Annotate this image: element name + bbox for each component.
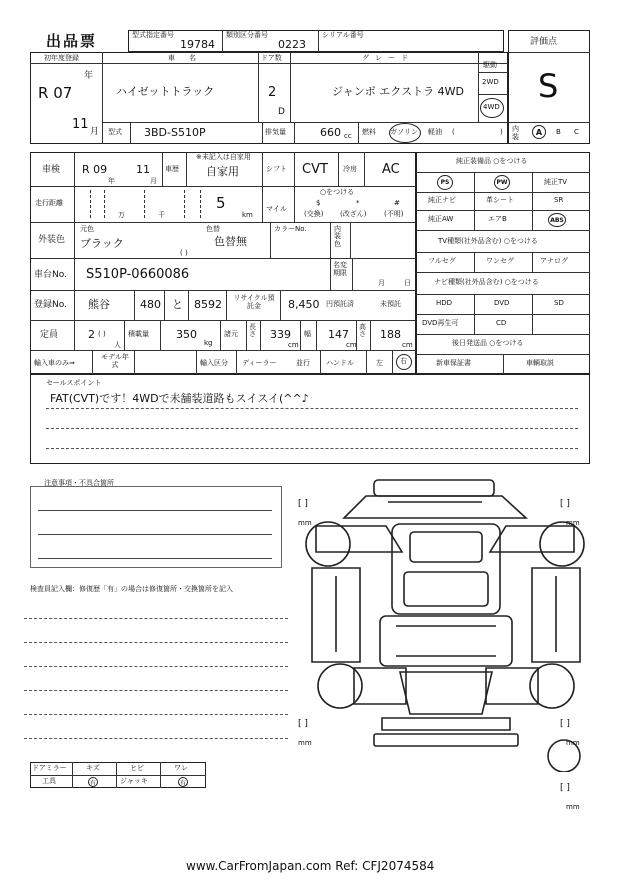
tire-front-right-mm: mm: [566, 519, 580, 527]
mileage-unknown: (不明): [384, 210, 404, 218]
ac-value: AC: [382, 162, 400, 177]
car-name-label: 車名: [168, 54, 210, 62]
grade-label: グレード: [362, 54, 414, 62]
load-unit: kg: [204, 339, 213, 347]
interior-c: C: [574, 128, 579, 136]
drive-2wd: 2WD: [482, 78, 499, 86]
recycle-label: リサイクル預託金: [233, 294, 275, 311]
import-label: 輸入車のみ⇒: [34, 359, 75, 367]
title-change-day: 日: [404, 279, 411, 287]
original-color-value: ブラック: [80, 237, 124, 250]
import-parallel: 並行: [296, 359, 310, 367]
inspector-label: 検査員記入欄：修復歴「有」の場合は修復箇所・交換箇所を記入: [30, 585, 233, 593]
recycle-unit: 円預託済: [326, 300, 354, 308]
nav-sd: SD: [554, 299, 564, 307]
nav-dvd: DVD: [494, 299, 510, 307]
paint-value: 色替無: [214, 235, 247, 248]
equip-ps: PS: [437, 175, 453, 190]
type-label: 型式: [108, 128, 122, 136]
later-shipment-label: 後日発送品 ○をつける: [452, 339, 524, 347]
load-value: 350: [176, 328, 197, 341]
original-color-label: 元色: [80, 225, 94, 233]
sales-point-text: FAT(CVT)です！4WDで未舗装道路もスイスイ(^^♪: [50, 392, 309, 405]
car-name-value: ハイゼットトラック: [116, 85, 215, 98]
fuel-gasoline: ガソリン: [390, 128, 418, 136]
equip-std-nav: 純正ナビ: [428, 196, 456, 204]
equip-std-aw: 純正AW: [428, 215, 454, 223]
color-no-label: カラーNo.: [274, 225, 307, 233]
height-value: 188: [380, 328, 401, 341]
mileage-sen: 千: [158, 211, 165, 219]
fuel-label: 燃料: [362, 128, 376, 136]
color-label: 外装色: [38, 235, 66, 245]
width-label: 幅: [304, 330, 311, 338]
legend-jack-have: 有: [178, 777, 188, 787]
caution-box: [30, 486, 282, 568]
length-label: 長さ: [249, 323, 256, 339]
mileage-tamper: (改ざん): [340, 210, 367, 218]
fuel-paren-close: ): [500, 128, 503, 136]
inspection-month-unit: 月: [150, 177, 157, 185]
nav-hdd: HDD: [436, 299, 453, 307]
sales-point-label: セールスポイント: [46, 379, 102, 387]
tire-spare-bracket: [ ]: [560, 783, 570, 793]
paint-paren: ( ): [180, 249, 188, 257]
equip-airbag: エアB: [488, 215, 507, 223]
inspection-label: 車検: [42, 165, 61, 175]
inspection-year-unit: 年: [108, 177, 115, 185]
model-year-label: モデル年式: [101, 353, 129, 370]
later-manual: 車輌取説: [526, 359, 554, 367]
title-change-label: 名変期限: [333, 261, 347, 277]
first-reg-year-unit: 年: [84, 71, 94, 81]
shift-value: CVT: [302, 162, 328, 177]
not-deposited: 未預託: [380, 300, 401, 308]
title-change-month: 月: [378, 279, 385, 287]
tire-front-left-bracket: [ ]: [298, 499, 308, 509]
shift-label: シフト: [266, 165, 287, 173]
paint-label: 色替: [206, 225, 220, 233]
tire-spare-mm: mm: [566, 803, 580, 811]
mileage-tamper-sym: *: [356, 199, 360, 207]
interior-a-circle: A: [532, 125, 546, 139]
first-reg-month: 11: [72, 117, 89, 132]
registration-area: 熊谷: [88, 298, 110, 311]
mileage-exchange: (交換): [304, 210, 324, 218]
interior-label: 内装: [512, 125, 519, 141]
tv-oneseg: ワンセグ: [486, 257, 514, 265]
registration-class: 480: [140, 298, 161, 311]
tv-analog: アナログ: [540, 257, 568, 265]
usage-value: 自家用: [206, 165, 239, 178]
capacity-value: 2: [88, 328, 95, 341]
drive-label: 駆動: [483, 61, 497, 69]
serial-label: シリアル番号: [322, 31, 364, 39]
doors-value: 2: [268, 85, 277, 100]
registration-label: 登録No.: [34, 300, 67, 310]
equip-std-tv: 純正TV: [544, 178, 568, 186]
tire-front-left-mm: mm: [298, 519, 312, 527]
registration-number: 8592: [194, 298, 222, 311]
first-reg-label: 初年度登録: [44, 54, 79, 62]
import-type-label: 輸入区分: [200, 359, 228, 367]
usage-note: ※未記入は自家用: [196, 153, 251, 161]
capacity-label: 定員: [40, 330, 59, 340]
sales-point-box: [30, 374, 590, 464]
tire-rear-right-mm: mm: [566, 739, 580, 747]
equip-leather: 革シート: [486, 196, 514, 204]
class-code-label: 類別区分番号: [226, 31, 268, 39]
nav-dvd-play: DVD再生可: [422, 319, 459, 327]
nav-type-label: ナビ種類(社外品含む) ○をつける: [434, 278, 539, 286]
tire-rear-left-bracket: [ ]: [298, 719, 308, 729]
mileage-exchange-sym: $: [316, 199, 321, 207]
tire-rear-right-bracket: [ ]: [560, 719, 570, 729]
caution-label: 注意事項・不具合箇所: [44, 479, 114, 487]
legend-crack: ヒビ: [130, 764, 144, 772]
later-warranty: 新車保証書: [436, 359, 471, 367]
legend-tools: 工具: [42, 777, 56, 785]
door-type: D: [278, 107, 285, 117]
capacity-unit: 人: [114, 341, 121, 349]
class-code-value: 0223: [278, 38, 306, 51]
height-unit: cm: [402, 341, 413, 349]
rating-label: 評価点: [530, 37, 558, 47]
tire-rear-left-mm: mm: [298, 739, 312, 747]
legend-jack: ジャッキ: [120, 777, 148, 785]
grade-value: ジャンボ エクストラ 4WD: [332, 85, 465, 98]
capacity-paren: ( ): [98, 330, 106, 338]
handle-left: 左: [376, 359, 383, 367]
chassis-value: S510P-0660086: [86, 267, 190, 282]
usage-label: 車歴: [165, 165, 179, 173]
fuel-paren-open: (: [452, 128, 455, 136]
model-code-value: 19784: [180, 38, 215, 51]
equip-pw: PW: [494, 175, 510, 190]
handle-label: ハンドル: [326, 359, 354, 367]
mile-label: マイル: [266, 205, 287, 213]
import-dealer: ディーラー: [242, 359, 277, 367]
mileage-value: 5: [216, 194, 226, 212]
length-value: 339: [270, 328, 291, 341]
legend-break: ワレ: [174, 764, 188, 772]
first-reg-year: R 07: [38, 84, 73, 102]
nav-cd: CD: [496, 319, 507, 327]
chassis-label: 車台No.: [34, 270, 67, 280]
mileage-unknown-sym: #: [394, 199, 400, 207]
tv-type-label: TV種類(社外品含む) ○をつける: [438, 237, 538, 245]
tv-fullseg: フルセグ: [428, 257, 456, 265]
legend-tools-have: 有: [88, 777, 98, 787]
int-color-label: 内装色: [334, 225, 341, 248]
ac-label: 冷房: [343, 165, 357, 173]
mileage-km: km: [242, 211, 253, 219]
cc-unit: cc: [344, 132, 352, 140]
inspection-month: 11: [136, 163, 150, 176]
displacement-label: 排気量: [265, 128, 286, 136]
height-label: 高さ: [359, 323, 366, 339]
length-unit: cm: [288, 341, 299, 349]
mileage-man: 万: [118, 211, 125, 219]
drive-4wd: 4WD: [483, 103, 500, 111]
footer-ref: www.CarFromJapan.com Ref: CFJ2074584: [186, 859, 435, 873]
load-label: 積載量: [128, 330, 149, 338]
mileage-label: 走行距離: [35, 199, 63, 207]
displacement-value: 660: [320, 126, 341, 139]
sheet-title: 出品票: [46, 32, 98, 50]
rating-value: S: [538, 67, 559, 105]
recycle-value: 8,450: [288, 298, 320, 311]
interior-b: B: [556, 128, 561, 136]
inspection-value: R 09: [82, 163, 108, 176]
legend-door-mirror: ドアミラー: [32, 764, 67, 772]
equip-sr: SR: [554, 196, 564, 204]
handle-right: 右: [400, 357, 407, 365]
registration-kana: と: [172, 298, 183, 311]
fuel-light-oil: 軽油: [428, 128, 442, 136]
type-value: 3BD-S510P: [144, 126, 206, 139]
width-unit: cm: [346, 341, 357, 349]
equip-abs: ABS: [548, 213, 566, 227]
dim-label: 諸元: [224, 330, 238, 338]
legend-scratch: キズ: [86, 764, 100, 772]
model-code-label: 型式指定番号: [132, 31, 174, 39]
width-value: 147: [328, 328, 349, 341]
first-reg-month-unit: 月: [90, 127, 100, 137]
doors-label: ドア数: [261, 54, 282, 62]
mileage-mark-note: ○をつける: [320, 188, 355, 196]
car-damage-diagram: [296, 472, 596, 772]
std-equipment-label: 純正装備品 ○をつける: [456, 157, 528, 165]
tire-front-right-bracket: [ ]: [560, 499, 570, 509]
